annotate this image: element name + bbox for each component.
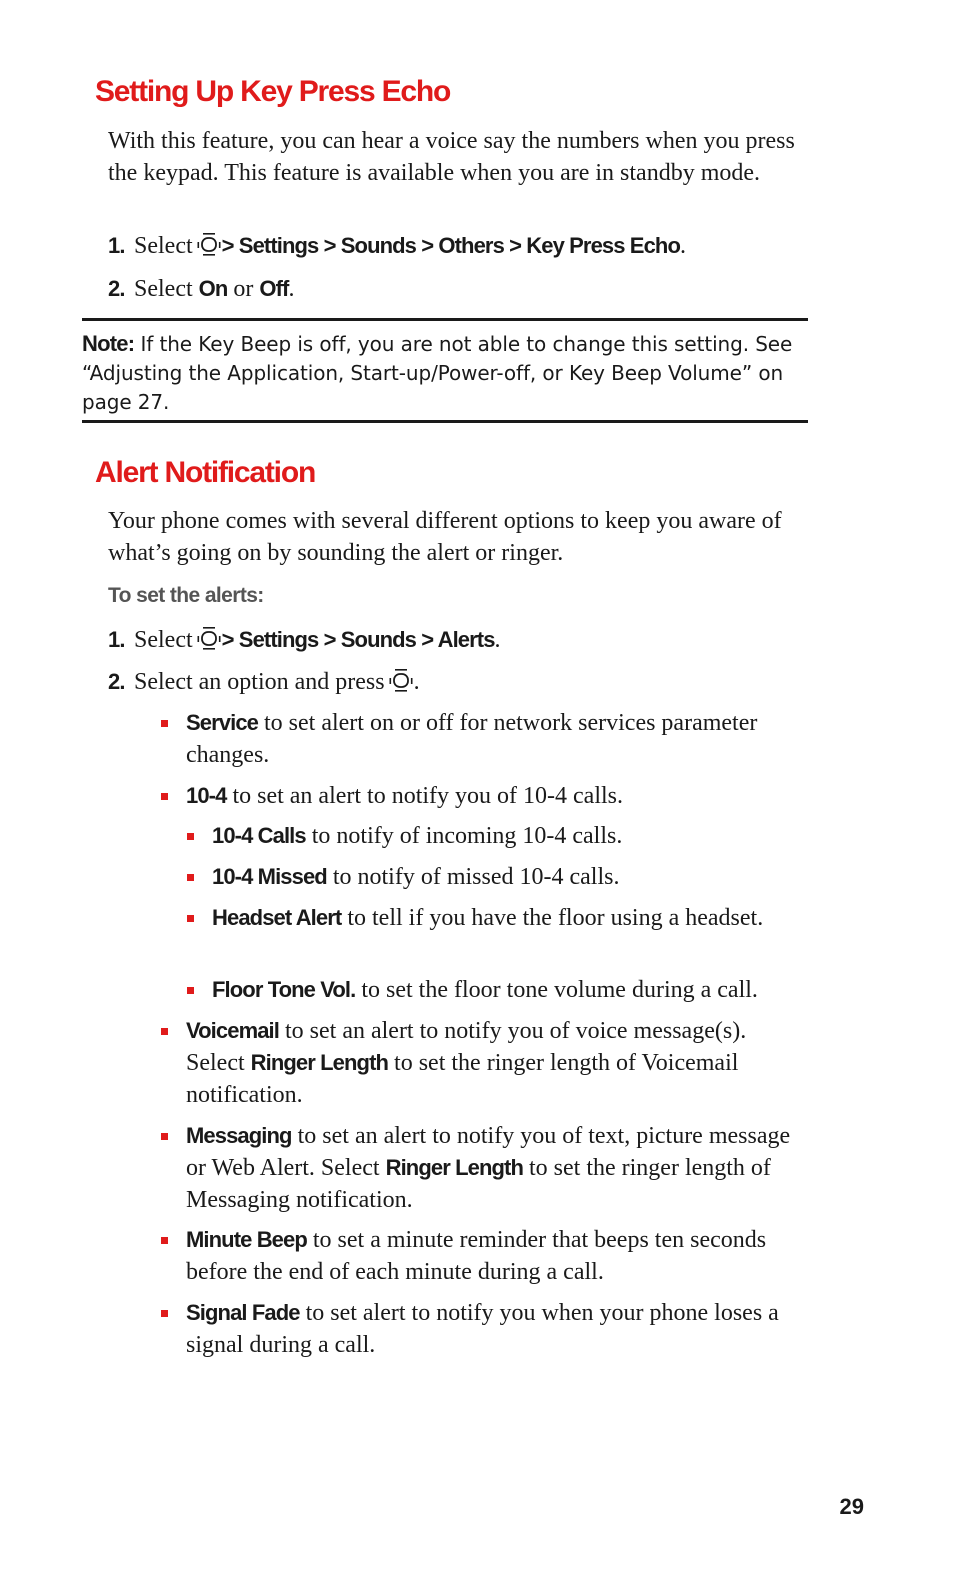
- option-name: Service: [186, 710, 258, 735]
- section-heading-alert-notification: Alert Notification: [95, 456, 316, 489]
- ringer-length-option: Ringer Length: [250, 1050, 389, 1075]
- option-description: to set an alert to notify you of text, picture message or Web Alert. Select: [186, 1123, 791, 1181]
- step-number: 2.: [108, 276, 125, 301]
- option-description: to set a minute reminder that beeps ten seconds before the end of each minute during a call.: [186, 1227, 767, 1285]
- step-text: or: [227, 276, 260, 302]
- list-item-service: [186, 707, 806, 771]
- option-name: Signal Fade: [186, 1300, 300, 1325]
- option-name: 10-4 Missed: [212, 864, 327, 889]
- list-item-minute-beep: [186, 1224, 806, 1288]
- option-name: Messaging: [186, 1123, 292, 1148]
- note-box: [82, 318, 808, 423]
- step-punct: .: [288, 276, 295, 302]
- section-heading-key-press-echo: Setting Up Key Press Echo: [95, 75, 451, 108]
- option-name: Voicemail: [186, 1018, 279, 1043]
- procedure-subheading: To set the alerts:: [108, 584, 264, 607]
- step-text: Select: [134, 627, 193, 653]
- bullet-marker: [161, 1237, 168, 1244]
- list-item-signal-fade: [186, 1297, 806, 1361]
- list-item-voicemail: [186, 1015, 806, 1111]
- option-off: Off: [259, 276, 289, 301]
- menu-ok-key-icon: [197, 232, 221, 258]
- bullet-marker: [161, 793, 168, 800]
- option-name: Headset Alert: [212, 905, 342, 930]
- option-name: 10-4: [186, 783, 227, 808]
- list-item-messaging: [186, 1120, 806, 1216]
- step-number: 1.: [108, 627, 125, 652]
- note-body: If the Key Beep is off, you are not able to change this setting. See “Adjusting the Application, Start-up/Power-off, or Key Beep Volume” on page 27.: [82, 332, 793, 414]
- step-2-alerts: [108, 666, 808, 698]
- page-number: 29: [839, 1494, 864, 1519]
- option-name: 10-4 Calls: [212, 823, 306, 848]
- list-item-headset-alert: [212, 902, 812, 934]
- option-description: to notify of missed 10-4 calls.: [326, 864, 620, 890]
- option-description: to notify of incoming 10-4 calls.: [305, 823, 623, 849]
- option-description: to set an alert to notify you of voice message(s). Select: [186, 1018, 747, 1076]
- list-item-10-4: [186, 780, 806, 812]
- bullet-marker: [187, 874, 194, 881]
- option-description: to set an alert to notify you of 10-4 calls.: [226, 783, 624, 809]
- bullet-marker: [187, 833, 194, 840]
- list-item-10-4-calls: [212, 820, 812, 852]
- step-text: Select an option and press: [134, 669, 385, 695]
- step-2-key-press-echo: [108, 273, 808, 305]
- step-1-key-press-echo: [108, 230, 808, 262]
- note-text: [82, 321, 808, 417]
- menu-ok-key-icon: [197, 626, 221, 652]
- option-on: On: [198, 276, 228, 301]
- step-text: Select: [134, 276, 199, 302]
- bullet-marker: [187, 915, 194, 922]
- menu-ok-key-icon: [389, 668, 413, 694]
- bullet-marker: [161, 1133, 168, 1140]
- option-name: Minute Beep: [186, 1227, 307, 1252]
- note-label: Note:: [82, 331, 135, 356]
- step-number: 2.: [108, 669, 125, 694]
- option-description: to set the floor tone volume during a call.: [355, 977, 758, 1003]
- option-description: to tell if you have the floor using a headset.: [341, 905, 764, 931]
- bullet-marker: [161, 1310, 168, 1317]
- bullet-marker: [187, 987, 194, 994]
- menu-path: > Settings > Sounds > Alerts: [221, 627, 495, 652]
- option-name: Floor Tone Vol.: [212, 977, 356, 1002]
- bullet-marker: [161, 1028, 168, 1035]
- step-punct: .: [680, 233, 686, 259]
- step-punct: .: [413, 669, 420, 695]
- section-intro-alert-notification: Your phone comes with several different options to keep you aware of what’s going on by sounding the alert or ringer.: [108, 508, 782, 566]
- step-punct: .: [494, 627, 501, 653]
- step-text: Select: [134, 233, 193, 259]
- option-description: to set alert on or off for network services parameter changes.: [186, 710, 758, 768]
- list-item-floor-tone-vol: [212, 974, 812, 1006]
- ringer-length-option: Ringer Length: [385, 1155, 523, 1180]
- list-item-10-4-missed: [212, 861, 812, 893]
- option-description: to set alert to notify you when your phone loses a signal during a call.: [186, 1300, 779, 1358]
- menu-path: > Settings > Sounds > Others > Key Press Echo: [221, 233, 680, 258]
- step-number: 1.: [108, 233, 125, 258]
- section-intro-key-press-echo: With this feature, you can hear a voice say the numbers when you press the keypad. This feature is available when you are in standby mode.: [108, 128, 795, 186]
- step-1-alerts: [108, 624, 808, 656]
- bullet-marker: [161, 720, 168, 727]
- option-description: to set the ringer length of Messaging notification.: [186, 1155, 771, 1213]
- option-description: to set the ringer length of Voicemail notification.: [186, 1050, 739, 1108]
